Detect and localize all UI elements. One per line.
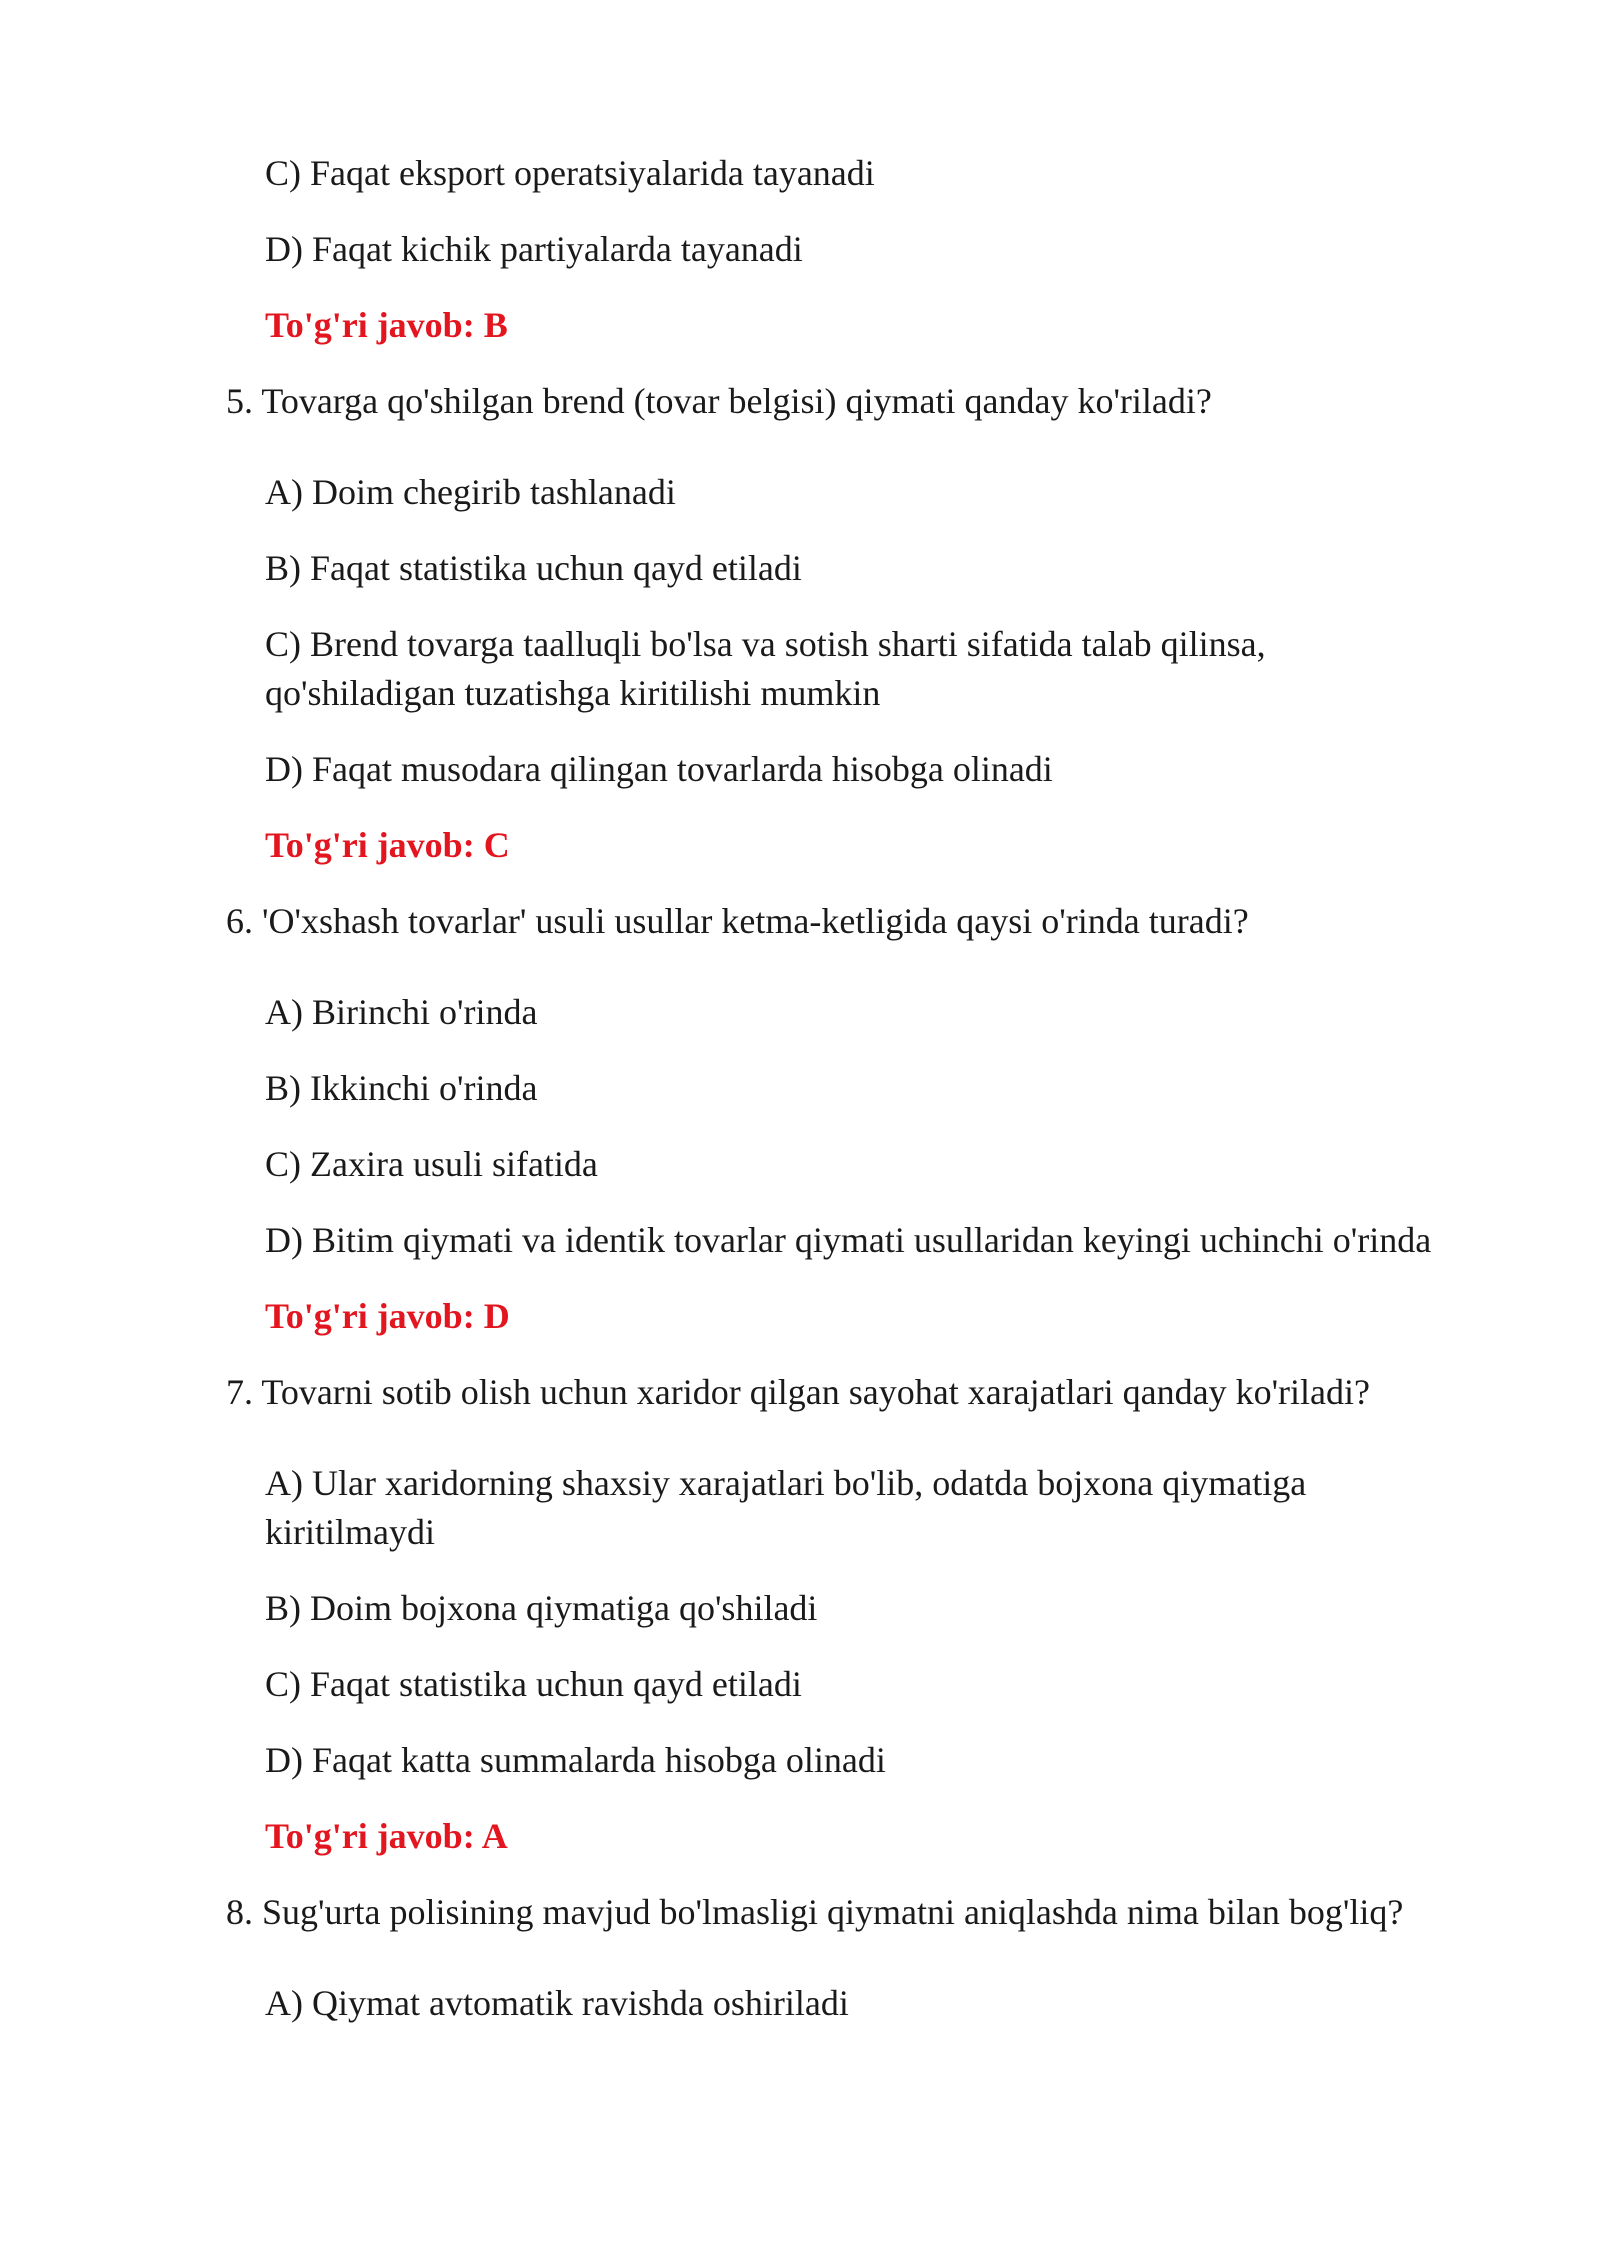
q6-option-b: B) Ikkinchi o'rinda bbox=[265, 1068, 538, 1108]
q5-option-a: A) Doim chegirib tashlanadi bbox=[265, 472, 676, 512]
q5-option-c-cont: qo'shiladigan tuzatishga kiritilishi mumkin bbox=[265, 673, 881, 713]
question-5: 5. Tovarga qo'shilgan brend (tovar belgisi) qiymati qanday ko'riladi? bbox=[226, 381, 1212, 421]
option-c-prev: C) Faqat eksport operatsiyalarida tayanadi bbox=[265, 153, 875, 193]
q6-option-a: A) Birinchi o'rinda bbox=[265, 992, 538, 1032]
q7-option-a: A) Ular xaridorning shaxsiy xarajatlari bo'lib, odatda bojxona qiymatiga bbox=[265, 1463, 1307, 1503]
question-6: 6. 'O'xshash tovarlar' usuli usullar ketma-ketligida qaysi o'rinda turadi? bbox=[226, 901, 1249, 941]
q6-option-d: D) Bitim qiymati va identik tovarlar qiymati usullaridan keyingi uchinchi o'rinda bbox=[265, 1220, 1432, 1260]
q7-option-a-cont: kiritilmaydi bbox=[265, 1512, 435, 1552]
q6-correct-answer: To'g'ri javob: D bbox=[265, 1296, 510, 1336]
q7-option-d: D) Faqat katta summalarda hisobga olinadi bbox=[265, 1740, 886, 1780]
correct-answer-prev: To'g'ri javob: B bbox=[265, 305, 508, 345]
q5-option-c: C) Brend tovarga taalluqli bo'lsa va sotish sharti sifatida talab qilinsa, bbox=[265, 624, 1266, 664]
q5-option-b: B) Faqat statistika uchun qayd etiladi bbox=[265, 548, 802, 588]
q5-option-d: D) Faqat musodara qilingan tovarlarda hisobga olinadi bbox=[265, 749, 1053, 789]
q7-option-b: B) Doim bojxona qiymatiga qo'shiladi bbox=[265, 1588, 818, 1628]
option-d-prev: D) Faqat kichik partiyalarda tayanadi bbox=[265, 229, 803, 269]
q8-option-a: A) Qiymat avtomatik ravishda oshiriladi bbox=[265, 1983, 849, 2023]
q5-correct-answer: To'g'ri javob: C bbox=[265, 825, 510, 865]
q7-correct-answer: To'g'ri javob: A bbox=[265, 1816, 508, 1856]
question-8: 8. Sug'urta polisining mavjud bo'lmasligi qiymatni aniqlashda nima bilan bog'liq? bbox=[226, 1892, 1404, 1932]
q6-option-c: C) Zaxira usuli sifatida bbox=[265, 1144, 598, 1184]
question-7: 7. Tovarni sotib olish uchun xaridor qilgan sayohat xarajatlari qanday ko'riladi? bbox=[226, 1372, 1371, 1412]
q7-option-c: C) Faqat statistika uchun qayd etiladi bbox=[265, 1664, 802, 1704]
